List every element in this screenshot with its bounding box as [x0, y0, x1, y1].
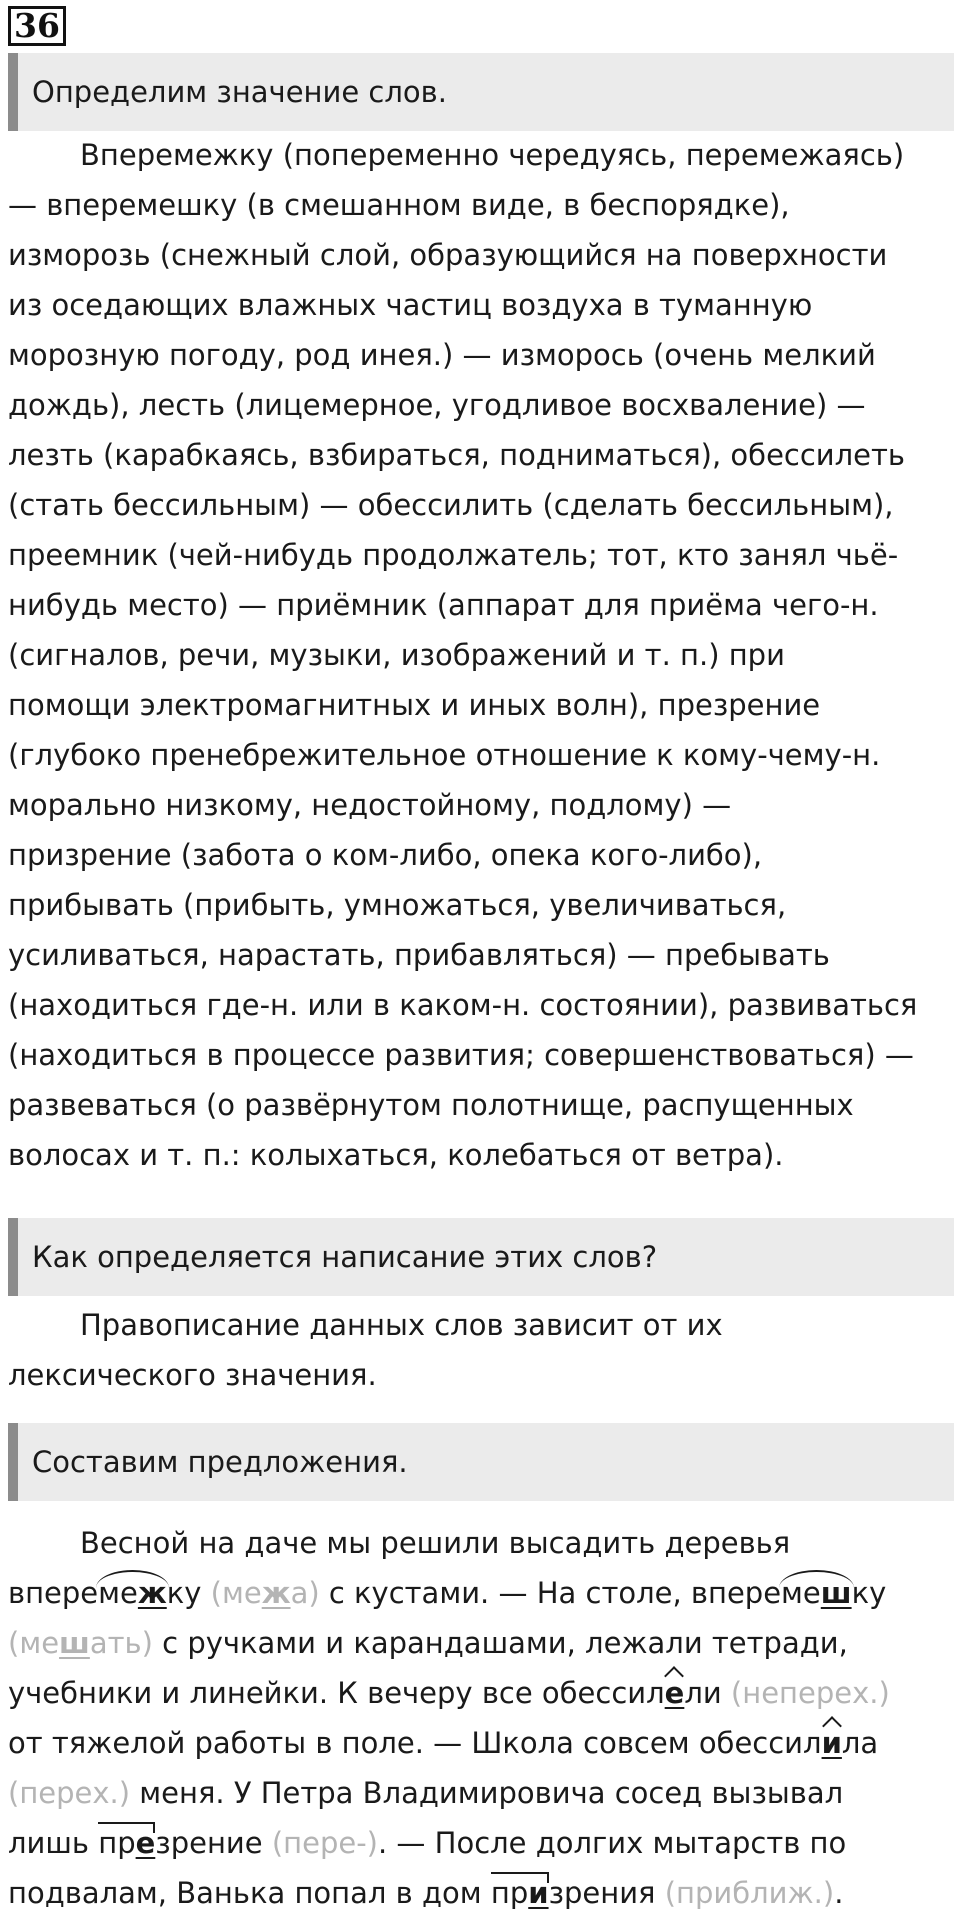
- sentence-line: лишь презрение (пере-). — После долгих мытарств по: [8, 1818, 956, 1868]
- answer-line: Правописание данных слов зависит от их: [80, 1308, 723, 1342]
- definition-line: развеваться (о развёрнутом полотнище, распущенных: [8, 1088, 854, 1122]
- section-heading-meanings: Определим значение слов.: [8, 53, 954, 131]
- definition-line: — вперемешку (в смешанном виде, в беспорядке),: [8, 188, 790, 222]
- definition-line: прибывать (прибыть, умножаться, увеличиваться,: [8, 888, 787, 922]
- definition-line: нибудь место) — приёмник (аппарат для приёма чего-н.: [8, 588, 879, 622]
- definition-line: помощи электромагнитных и иных волн), презрение: [8, 688, 821, 722]
- definition-line: морозную погоду, род инея.) — изморось (очень мелкий: [8, 338, 876, 372]
- definition-line: (находиться где-н. или в каком-н. состоянии), развиваться: [8, 988, 918, 1022]
- definition-line: Вперемежку (попеременно чередуясь, перемежаясь): [80, 138, 905, 172]
- definition-line: лезть (карабкаясь, взбираться, подниматься), обессилеть: [8, 438, 906, 472]
- definitions-paragraph: [8, 130, 956, 1180]
- definition-line: волосах и т. п.: колыхаться, колебаться от ветра).: [8, 1138, 784, 1172]
- answer-line: лексического значения.: [8, 1358, 377, 1392]
- task-number-box: 36: [8, 6, 66, 46]
- sentence-line: (перех.) меня. У Петра Владимировича сосед вызывал: [8, 1776, 844, 1810]
- sentence-line: вперемежку (межа) с кустами. — На столе, вперемешку: [8, 1568, 956, 1618]
- definition-line: усиливаться, нарастать, прибавляться) — пребывать: [8, 938, 830, 972]
- sentence-line: учебники и линейки. К вечеру все обессилели (неперех.): [8, 1668, 956, 1718]
- prefix-mark: при: [491, 1868, 549, 1918]
- suffix-caret-mark: и: [822, 1718, 842, 1768]
- definition-line: преемник (чей-нибудь продолжатель; тот, кто занял чьё-: [8, 538, 899, 572]
- sentence-line: подвалам, Ванька попал в дом призрения (приближ.).: [8, 1868, 956, 1918]
- sentence-line: (мешать) с ручками и карандашами, лежали тетради,: [8, 1626, 848, 1660]
- definition-line: (глубоко пренебрежительное отношение к кому-чему-н.: [8, 738, 881, 772]
- definition-line: (находиться в процессе развития; совершенствоваться) —: [8, 1038, 914, 1072]
- definition-line: морально низкому, недостойному, подлому) —: [8, 788, 732, 822]
- sentence-line: от тяжелой работы в поле. — Школа совсем обессилила: [8, 1718, 956, 1768]
- definition-line: из оседающих влажных частиц воздуха в туманную: [8, 288, 813, 322]
- section-heading-sentences: Составим предложения.: [8, 1423, 954, 1501]
- definition-line: (стать бессильным) — обессилить (сделать бессильным),: [8, 488, 894, 522]
- answer-paragraph: [8, 1300, 956, 1400]
- definition-line: (сигналов, речи, музыки, изображений и т. п.) при: [8, 638, 785, 672]
- sentences-paragraph: [8, 1518, 956, 1918]
- prefix-mark: пре: [98, 1818, 155, 1868]
- section-heading-spelling: Как определяется написание этих слов?: [8, 1218, 954, 1296]
- root-arc-mark: меш: [781, 1568, 852, 1618]
- definition-line: дождь), лесть (лицемерное, угодливое восхваление) —: [8, 388, 866, 422]
- definition-line: призрение (забота о ком-либо, опека кого-либо),: [8, 838, 763, 872]
- suffix-caret-mark: е: [665, 1668, 685, 1718]
- definition-line: изморозь (снежный слой, образующийся на поверхности: [8, 238, 888, 272]
- sentence-line: Весной на даче мы решили высадить деревья: [80, 1526, 791, 1560]
- root-arc-mark: меж: [98, 1568, 167, 1618]
